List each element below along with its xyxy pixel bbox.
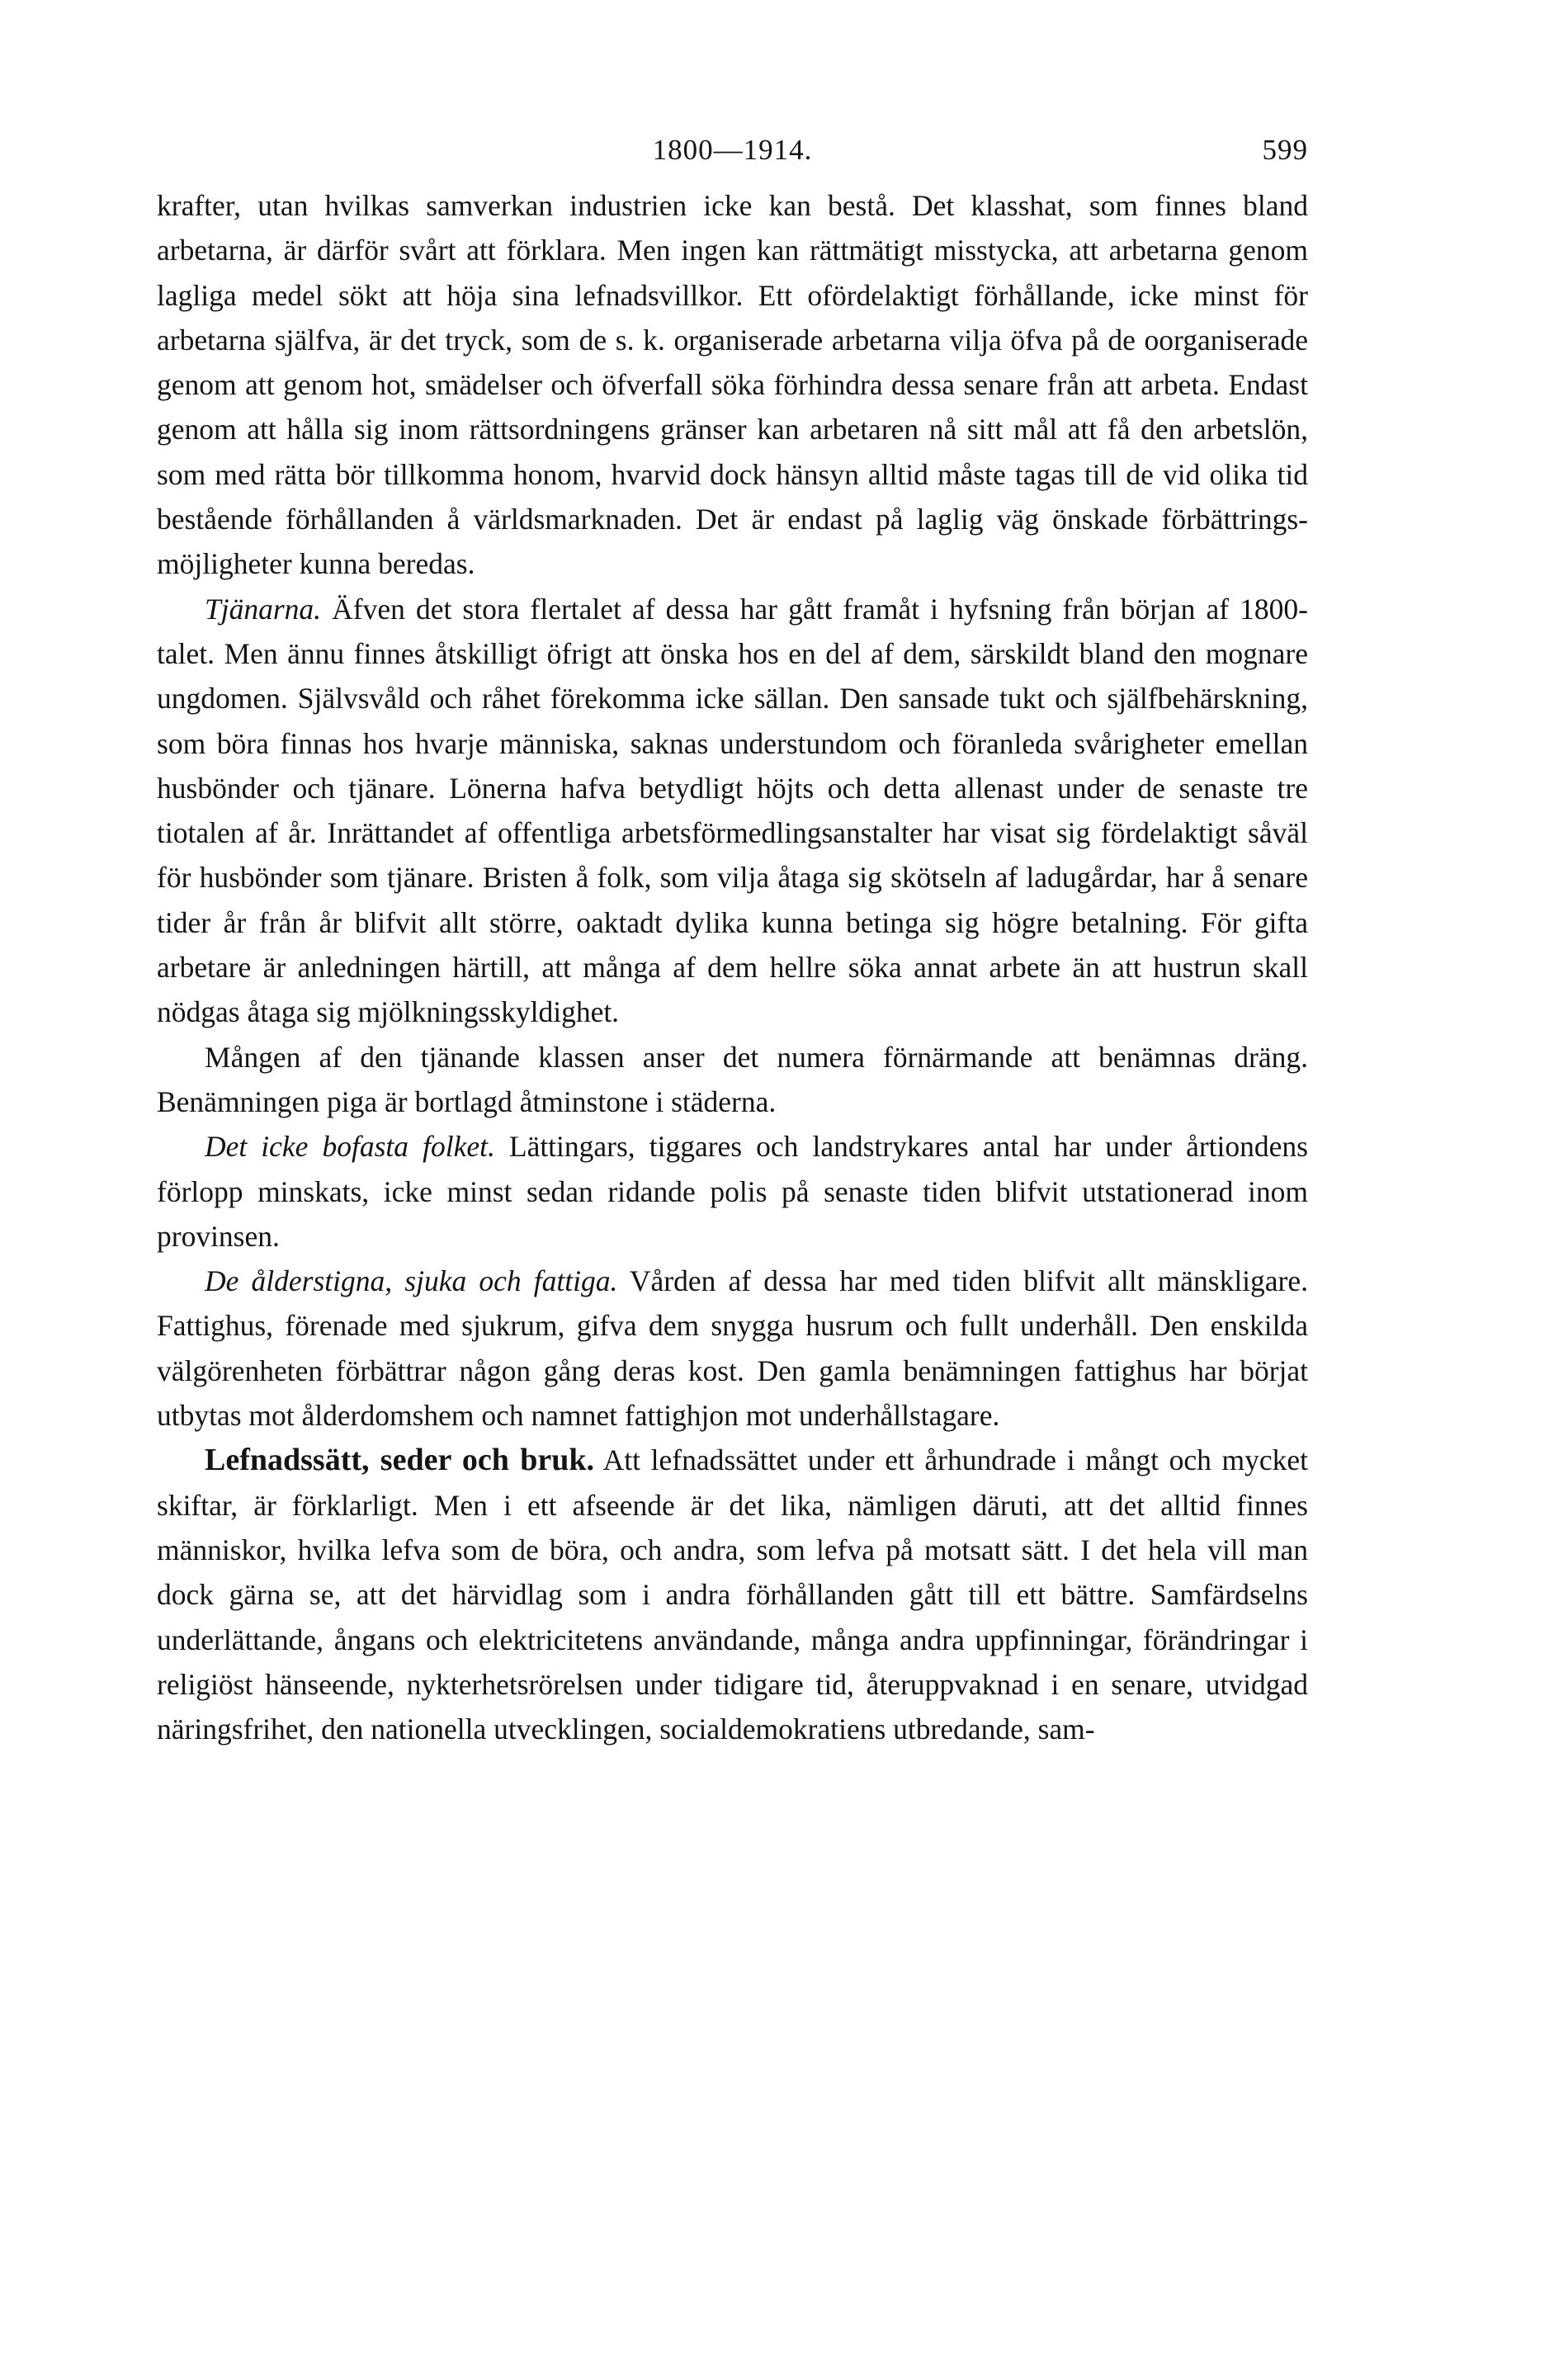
body-text: [157, 183, 1308, 1751]
page-number: 599: [1262, 134, 1308, 166]
running-head: [157, 134, 1308, 175]
paragraph-icke-bofasta: [157, 1124, 1308, 1259]
paragraph-text: krafter, utan hvilkas samverkan industrien icke kan bestå. Det klasshat, som finnes bland arbetarna, är därför svårt att förklara. Men ingen kan rättmätigt misstycka, att arbetarna genom lagliga medel sökt att höja sina lefnadsvillkor. Ett ofördelaktigt förhållande, icke minst för arbetarna själfva, är det tryck, som de s. k. organiserade arbetarna vilja öfva på de oorganiserade genom att genom hot, smädelser och öfverfall söka förhindra dessa senare från att arbeta. Endast genom att hålla sig inom rättsordningens gränser kan arbetaren nå sitt mål att få den arbetslön, som med rätta bör tillkomma honom, hvarvid dock hänsyn alltid måste tagas till de vid olika tid bestående förhållanden å världsmarknaden. Det är endast på laglig väg önskade förbättringsmöjligheter kunna beredas.: [157, 189, 1308, 581]
running-head-years: 1800—1914.: [652, 134, 813, 166]
paragraph-tjanarna: [157, 587, 1308, 1035]
paragraph-lead: Tjänarna.: [205, 592, 322, 626]
paragraph-lead: De ålderstigna, sjuka och fattiga.: [205, 1264, 618, 1298]
paragraph-text: Att lefnadssättet under ett århundrade i mångt och mycket skiftar, är förklarligt. Men i ett afseende är det lika, nämligen däruti, att det alltid finnes människor, hvilka lefva som de böra, och andra, som lefva på motsatt sätt. I det hela vill man dock gärna se, att det härvidlag som i andra förhållanden gått till ett bättre. Samfärdselns underlättande, ångans och elektricitetens användande, många andra uppfinningar, förändringar i religiöst hänseende, nykterhetsrörelsen under tidigare tid, återuppvaknad i en senare, utvidgad näringsfrihet, den nationella utvecklingen, socialdemokratiens utbredande, sam-: [157, 1443, 1309, 1746]
paragraph-text: Lättingars, tiggares och landstrykares antal har under årtiondens förlopp minskats, icke minst sedan ridande polis på senaste tiden blifvit utstationerad inom provinsen.: [157, 1130, 1308, 1253]
paragraph-text: Äfven det stora flertalet af dessa har gått framåt i hyfsning från början af 1800-talet. Men ännu finnes åtskilligt öfrigt att önska hos en del af dem, särskildt bland den mognare ungdomen. Självsvåld och råhet förekomma icke sällan. Den sansade tukt och själfbehärskning, som böra finnas hos hvarje människa, saknas understundom och föranleda svårigheter emellan husbönder och tjänare. Lönerna hafva betydligt höjts och detta allenast under de senaste tre tiotalen af år. Inrättandet af offentliga arbetsförmedlingsanstalter har visat sig fördelaktigt såväl för husbönder som tjänare. Bristen å folk, som vilja åtaga sig skötseln af ladugårdar, har å senare tider år från år blifvit allt större, oaktadt dylika kunna betinga sig högre betalning. För gifta arbetare är anledningen härtill, att många af dem hellre söka annat arbete än att hustrun skall nödgas åtaga sig mjölkningsskyldighet.: [157, 592, 1308, 1029]
paragraph-text: Vården af dessa har med tiden blifvit allt mänskligare. Fattighus, förenade med sjukrum, gifva dem snygga husrum och fullt underhåll. Den enskilda välgörenheten förbättrar någon gång deras kost. Den gamla benämningen fattighus har börjat utbytas mot ålderdomshem och namnet fattighjon mot underhållstagare.: [157, 1264, 1308, 1433]
paragraph-lefnadssatt: [157, 1438, 1308, 1751]
paragraph-lead: Det icke bofasta folket.: [205, 1130, 495, 1164]
paragraph-continuation: [157, 183, 1308, 587]
paragraph-alderstigna: [157, 1259, 1308, 1438]
paragraph-text: Mången af den tjänande klassen anser det numera förnärmande att benämnas dräng. Benämningen piga är bortlagd åtminstone i städerna.: [157, 1040, 1308, 1118]
section-heading: Lefnadssätt, seder och bruk.: [205, 1443, 594, 1478]
paragraph-mangen: [157, 1035, 1308, 1125]
